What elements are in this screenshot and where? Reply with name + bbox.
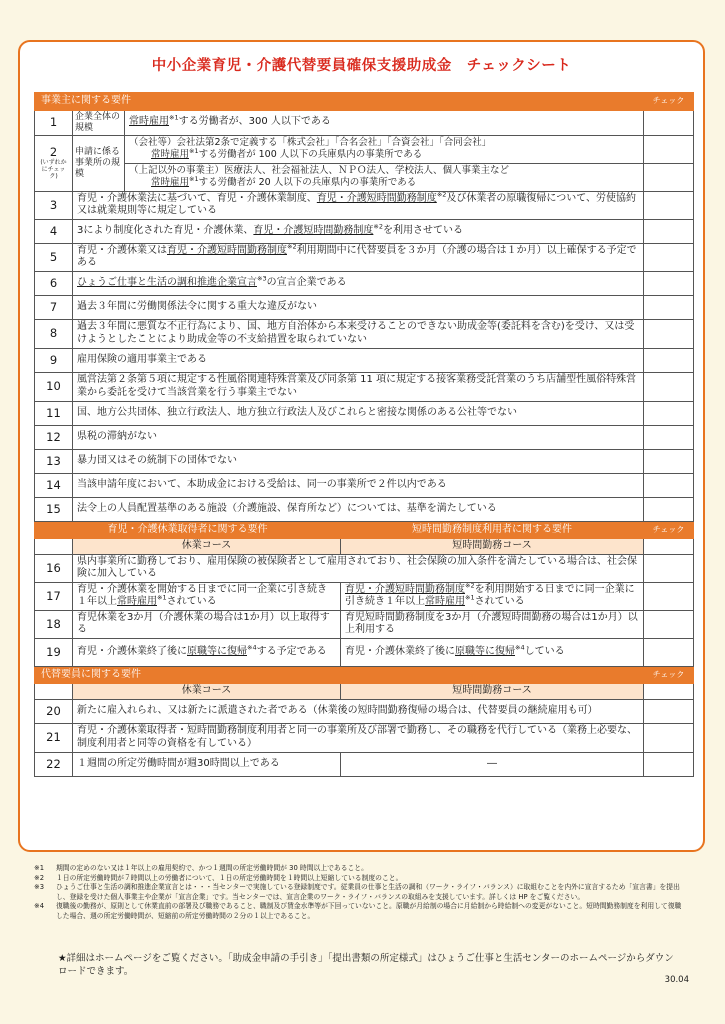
- table-row: 4 3により制度化された育児・介護休業、育児・介護短時間勤務制度$^{※2}$を利用させている: [35, 219, 694, 243]
- check-box[interactable]: [644, 191, 694, 219]
- footnote: ※3 ひょうご仕事と生活の調和推進企業宣言とは・・・当センターで実施している登録制度です。従業員の仕事と生活の調和（ワーク・ライフ・バランス）に取組むことを内外に宣言するため「宣言書」を提出し、登録を受けた個人事業主や企業が「宣言企業」です。当センターでは、宣言企業のワーク・ライフ・バランスの取組みを支援しています。詳しくは HP をご覧ください。: [34, 883, 680, 901]
- footnote: ※2 １日の所定労働時間が７時間以上の労働者について、１日の所定労働時間を１時間以上短縮している制度のこと。: [34, 873, 403, 882]
- check-sheet-frame: [18, 40, 705, 852]
- check-label: チェック: [644, 93, 694, 111]
- requirements-table: [34, 92, 693, 777]
- check-box[interactable]: [644, 110, 694, 135]
- footnotes: [34, 864, 684, 922]
- check-box[interactable]: [644, 449, 694, 473]
- check-box[interactable]: [644, 723, 694, 752]
- check-box[interactable]: [644, 243, 694, 271]
- check-box[interactable]: [644, 425, 694, 449]
- check-box[interactable]: [644, 319, 694, 348]
- check-box[interactable]: [644, 372, 694, 401]
- check-box[interactable]: [644, 295, 694, 319]
- footer-note: ★詳細はホームページをご覧ください。「助成金申請の手引き」「提出書類の所定様式」はひょうご仕事と生活センターのホームページからダウンロードできます。: [58, 953, 674, 977]
- table-row: 9 雇用保険の適用事業主である: [35, 348, 694, 372]
- document-date: 30.04: [664, 975, 689, 985]
- table-row: 2 (いずれかにチェック) 申請に係る事業所の規模 （会社等）会社法第2条で定義する「株式会社」「合名会社」「合資会社」「合同会社」 常時雇用$^{※1}$する労働者が 100 人以下の兵庫県内の事業所である: [35, 135, 694, 163]
- table-row: 17 育児・介護休業を開始する日までに同一企業に引き続き１年以上常時雇用$^{※1}$されている 育児・介護短時間勤務制度$^{※2}$を利用開始する日までに同一企業に引き続き１年以上常時雇用$^{※1}$されている: [35, 582, 694, 610]
- section-header-leave-and-short: 育児・介護休業取得者に関する要件 短時間勤務制度利用者に関する要件 チェック: [35, 521, 694, 539]
- check-box[interactable]: [644, 554, 694, 582]
- page-title: 中小企業育児・介護代替要員確保支援助成金 チェックシート: [151, 58, 572, 74]
- table-row: 18 育児休業を3か月（介護休業の場合は1か月）以上取得する 育児短時間勤務制度を3か月（介護短時間勤務の場合は1か月）以上利用する: [35, 610, 694, 638]
- table-row: 8 過去３年間に悪質な不正行為により、国、地方自治体から本来受けることのできない助成金等(委託料を含む)を受け、又は受けようとしたことにより助成金等の不支給措置を取られていない: [35, 319, 694, 348]
- table-row: 19 育児・介護休業終了後に原職等に復帰$^{※4}$する予定である 育児・介護休業終了後に原職等に復帰$^{※4}$している: [35, 638, 694, 666]
- table-row: 3 育児・介護休業法に基づいて、育児・介護休業制度、育児・介護短時間勤務制度$^{※2}$及び休業者の原職復帰について、労使協約又は就業規則等に規定している: [35, 191, 694, 219]
- check-box[interactable]: [644, 752, 694, 776]
- course-header: 休業コース 短時間勤務コース: [35, 684, 694, 700]
- check-box[interactable]: [644, 401, 694, 425]
- check-box[interactable]: [644, 348, 694, 372]
- table-row: 6 ひょうご仕事と生活の調和推進企業宣言$^{※3}$の宣言企業である: [35, 271, 694, 295]
- check-box[interactable]: [644, 497, 694, 521]
- check-box[interactable]: [644, 219, 694, 243]
- section-header-employer: 事業主に関する要件 チェック: [35, 93, 694, 111]
- course-header: 休業コース 短時間勤務コース: [35, 539, 694, 555]
- footnote: ※1 期間の定めのない又は１年以上の雇用契約で、かつ１週間の所定労働時間が 30 時間以上であること。: [34, 864, 368, 872]
- check-box[interactable]: [644, 699, 694, 723]
- table-row: 13 暴力団又はその統制下の団体でない: [35, 449, 694, 473]
- check-box[interactable]: [644, 473, 694, 497]
- table-row: 22 １週間の所定労働時間が週30時間以上である ―: [35, 752, 694, 776]
- section-header-substitute: 代替要員に関する要件 チェック: [35, 666, 694, 684]
- check-box[interactable]: [644, 582, 694, 610]
- check-box[interactable]: [644, 610, 694, 638]
- table-row: 21 育児・介護休業取得者・短時間勤務制度利用者と同一の事業所及び部署で勤務し、その職務を代行している（業務上必要な、制度利用者と同等の資格を有している）: [35, 723, 694, 752]
- table-row: 7 過去３年間に労働関係法令に関する重大な違反がない: [35, 295, 694, 319]
- table-row: 5 育児・介護休業又は育児・介護短時間勤務制度$^{※2}$利用期間中に代替要員を３か月（介護の場合は１か月）以上確保する予定である: [35, 243, 694, 271]
- table-row: （上記以外の事業主）医療法人、社会福祉法人、ＮＰＯ法人、学校法人、個人事業主など 常時雇用$^{※1}$する労働者が 20 人以下の兵庫県内の事業所である: [35, 163, 694, 191]
- table-row: 11 国、地方公共団体、独立行政法人、地方独立行政法人及びこれらと密接な関係のある公社等でない: [35, 401, 694, 425]
- check-box[interactable]: [644, 271, 694, 295]
- table-row: 20 新たに雇入れられ、又は新たに派遣された者である（休業後の短時間勤務復帰の場合は、代替要員の継続雇用も可）: [35, 699, 694, 723]
- table-row: 1 企業全体の規模 常時雇用$^{※1}$する労働者が、300 人以下である: [35, 110, 694, 135]
- check-box[interactable]: [644, 135, 694, 163]
- table-row: 16 県内事業所に勤務しており、雇用保険の被保険者として雇用されており、社会保険の加入条件を満たしている場合は、社会保険に加入している: [35, 554, 694, 582]
- table-row: 15 法令上の人員配置基準のある施設（介護施設、保育所など）については、基準を満たしている: [35, 497, 694, 521]
- table-row: 14 当該申請年度において、本助成金における受給は、同一の事業所で２件以内である: [35, 473, 694, 497]
- table-row: 12 県税の滞納がない: [35, 425, 694, 449]
- table-row: 10 風営法第２条第５項に規定する性風俗関連特殊営業及び同条第 11 項に規定する接客業務受託営業のうち店舗型性風俗特殊営業から委託を受けて当該営業を行う事業主でない: [35, 372, 694, 401]
- check-box[interactable]: [644, 638, 694, 666]
- check-box[interactable]: [644, 163, 694, 191]
- footnote: ※4 復職後の勤務が、原則として休業直前の部署及び職務であること、職制及び賃金水準等が下回っていないこと。原職が月給制の場合に月給制から時給制への変更がないこと。短時間勤務制度を利用して復職した場合、週の所定労働時間が、短縮前の所定労働時間の２分の１以上であること。: [34, 902, 682, 920]
